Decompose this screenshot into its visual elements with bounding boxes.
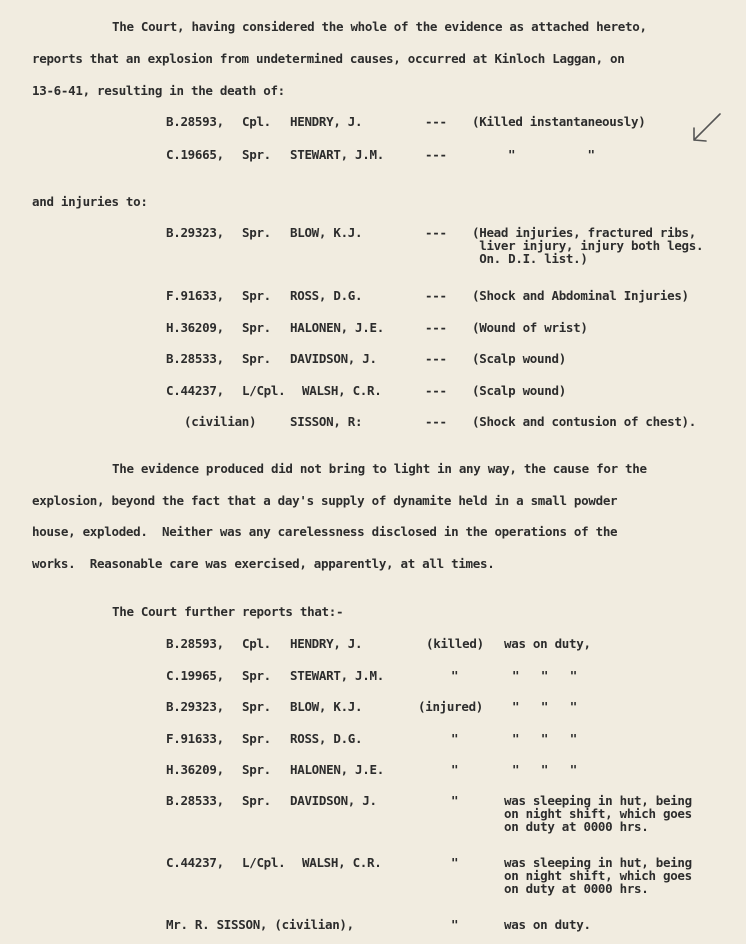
injuries-heading: and injuries to: xyxy=(32,194,148,209)
note: (Scalp wound) xyxy=(472,351,566,366)
service-number: H.36209, xyxy=(166,762,224,777)
person-name: SISSON, R: xyxy=(290,414,363,429)
note: " " " xyxy=(512,731,578,746)
status: " xyxy=(451,855,459,870)
note: was on duty. xyxy=(504,917,591,932)
intro-line-3: 13-6-41, resulting in the death of: xyxy=(32,83,285,98)
pen-arrow-mark xyxy=(688,108,728,148)
dash: --- xyxy=(425,383,447,398)
note: " " " xyxy=(512,762,578,777)
dash: --- xyxy=(425,320,447,335)
service-number: (civilian) xyxy=(184,414,257,429)
person-name: HALONEN, J.E. xyxy=(290,320,384,335)
rank: Spr. xyxy=(242,288,271,303)
status: " xyxy=(451,917,459,932)
rank: Spr. xyxy=(242,668,271,683)
dash: --- xyxy=(425,147,447,162)
rank: Spr. xyxy=(242,762,271,777)
person-name: HENDRY, J. xyxy=(290,636,363,651)
person-name: HENDRY, J. xyxy=(290,114,363,129)
intro-line-2: reports that an explosion from undetermined causes, occurred at Kinloch Laggan, on xyxy=(32,51,625,66)
note: (Scalp wound) xyxy=(472,383,566,398)
rank: Spr. xyxy=(242,731,271,746)
dash: --- xyxy=(425,351,447,366)
person-name: WALSH, C.R. xyxy=(302,383,382,398)
rank: Cpl. xyxy=(242,636,271,651)
note: " " xyxy=(508,147,595,162)
person-name: BLOW, K.J. xyxy=(290,699,363,714)
service-number: C.19665, xyxy=(166,147,224,162)
note: (Shock and Abdominal Injuries) xyxy=(472,288,689,303)
status: " xyxy=(451,731,459,746)
rank: Spr. xyxy=(242,147,271,162)
person-name: Mr. R. SISSON, (civilian), xyxy=(166,917,354,932)
rank: Spr. xyxy=(242,699,271,714)
evidence-line-2: explosion, beyond the fact that a day's supply of dynamite held in a small powder xyxy=(32,493,618,508)
person-name: ROSS, D.G. xyxy=(290,288,363,303)
evidence-line-1: The evidence produced did not bring to light in any way, the cause for the xyxy=(112,461,647,476)
service-number: B.28533, xyxy=(166,351,224,366)
dash: --- xyxy=(425,414,447,429)
dash: --- xyxy=(425,225,447,240)
intro-line-1: The Court, having considered the whole of the evidence as attached hereto, xyxy=(112,19,647,34)
status: " xyxy=(451,668,459,683)
note: was sleeping in hut, being on night shift, which goes on duty at 0000 hrs. xyxy=(504,855,692,896)
note: was on duty, xyxy=(504,636,591,651)
rank: L/Cpl. xyxy=(242,383,286,398)
rank: Spr. xyxy=(242,351,271,366)
note: (Killed instantaneously) xyxy=(472,114,646,129)
rank: Cpl. xyxy=(242,114,271,129)
service-number: H.36209, xyxy=(166,320,224,335)
evidence-line-3: house, exploded. Neither was any carelessness disclosed in the operations of the xyxy=(32,524,618,539)
rank: Spr. xyxy=(242,320,271,335)
person-name: ROSS, D.G. xyxy=(290,731,363,746)
service-number: B.29323, xyxy=(166,225,224,240)
dash: --- xyxy=(425,288,447,303)
person-name: DAVIDSON, J. xyxy=(290,351,377,366)
service-number: F.91633, xyxy=(166,731,224,746)
person-name: STEWART, J.M. xyxy=(290,147,384,162)
note: (Head injuries, fractured ribs, liver injury, injury both legs. On. D.I. list.) xyxy=(472,225,704,266)
further-heading: The Court further reports that:- xyxy=(112,604,344,619)
service-number: C.44237, xyxy=(166,383,224,398)
service-number: F.91633, xyxy=(166,288,224,303)
person-name: DAVIDSON, J. xyxy=(290,793,377,808)
note: (Wound of wrist) xyxy=(472,320,588,335)
service-number: B.29323, xyxy=(166,699,224,714)
rank: Spr. xyxy=(242,793,271,808)
person-name: BLOW, K.J. xyxy=(290,225,363,240)
dash: --- xyxy=(425,114,447,129)
status: (injured) xyxy=(418,699,484,714)
status: (killed) xyxy=(426,636,484,651)
service-number: B.28593, xyxy=(166,114,224,129)
note: " " " xyxy=(512,668,578,683)
service-number: C.19965, xyxy=(166,668,224,683)
note: (Shock and contusion of chest). xyxy=(472,414,696,429)
person-name: STEWART, J.M. xyxy=(290,668,384,683)
note: " " " xyxy=(512,699,578,714)
status: " xyxy=(451,762,459,777)
rank: L/Cpl. xyxy=(242,855,286,870)
status: " xyxy=(451,793,459,808)
service-number: B.28533, xyxy=(166,793,224,808)
rank: Spr. xyxy=(242,225,271,240)
person-name: WALSH, C.R. xyxy=(302,855,382,870)
note: was sleeping in hut, being on night shift, which goes on duty at 0000 hrs. xyxy=(504,793,692,834)
service-number: B.28593, xyxy=(166,636,224,651)
service-number: C.44237, xyxy=(166,855,224,870)
evidence-line-4: works. Reasonable care was exercised, apparently, at all times. xyxy=(32,556,495,571)
person-name: HALONEN, J.E. xyxy=(290,762,384,777)
